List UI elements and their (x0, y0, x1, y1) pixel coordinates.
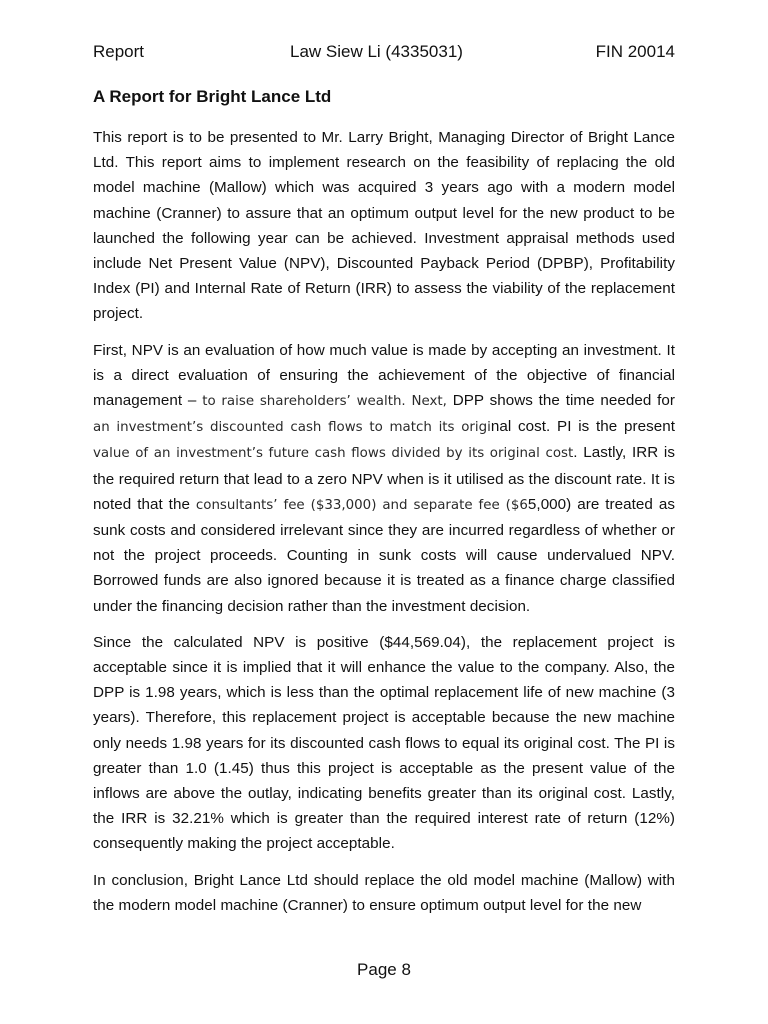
report-title: A Report for Bright Lance Ltd (93, 87, 332, 106)
text-segment: an investment’s discounted cash flows to match its origi (93, 420, 491, 436)
text-segment: DPP shows the time needed for (452, 392, 675, 410)
header-report-label: Report (93, 42, 145, 61)
page-number: Page 8 (357, 960, 411, 979)
paragraph-introduction: This report is to be presented to Mr. Larry Bright, Managing Director of Bright Lance Ltd. This report aims to implement research on the feasibility of replacing the old model machine (Mallow) which was acquired 3 years ago with a modern model machine (Cranner) to assure that an optimum output level for the new product to be launched the following year can be achieved. Investment appraisal methods used include Net Present Value (NPV), Discounted Payback Period (DPBP), Profitability Index (PI) and Internal Rate of Return (IRR) to assess the viability of the replacement project. (93, 129, 675, 323)
text-segment: consultants’ fee ($33,000) and separate fee ($6 (195, 497, 528, 513)
page-header (93, 40, 675, 64)
header-course-code: FIN 20014 (595, 42, 675, 61)
report-body (93, 125, 675, 929)
paragraph-methods (93, 338, 675, 619)
text-segment: to raise shareholders’ wealth. Next, (202, 394, 453, 410)
text-segment: 5,000) are treated as sunk costs and considered irrelevant since they are incurred regardless of whether or not the project proceeds. Counting in sunk costs will cause undervalued NPV. Borrowed funds are also ignored because it is treated as a finance charge classified under the financing decision rather than the investment decision. (93, 495, 675, 615)
text-segment: value of an investment’s future cash flows divided by its original cost (93, 446, 574, 462)
paragraph-conclusion: In conclusion, Bright Lance Ltd should replace the old model machine (Mallow) with the modern model machine (Cranner) to ensure optimum output level for the new (93, 871, 675, 914)
page-footer (0, 958, 768, 982)
paragraph-results: Since the calculated NPV is positive ($44,569.04), the replacement project is acceptable since it is implied that it will enhance the value to the company. Also, the DPP is 1.98 years, which is less than the optimal replacement life of new machine (3 years). Therefore, this replacement project is acceptable because the new machine only needs 1.98 years for its discounted cash flows to equal its original cost. The PI is greater than 1.0 (1.45) thus this project is acceptable as the present value of the inflows are above the outlay, indicating benefits greater than its original cost. Lastly, the IRR is 32.21% which is greater than the required interest rate of return (12%) consequently making the project acceptable. (93, 633, 675, 853)
text-segment: nal cost. PI is the present (490, 418, 675, 436)
text-segment: . Lastly, IRR is the required return that lead to a zero NPV when is it utilised as the discount rate. It is noted that the (93, 444, 675, 513)
text-segment: First, NPV is an evaluation of how much value is made by accepting an investment. It is a direct evaluation of ensuring the achievement of the objective of financial management – (93, 341, 675, 410)
header-author: Law Siew Li (4335031) (290, 42, 463, 61)
